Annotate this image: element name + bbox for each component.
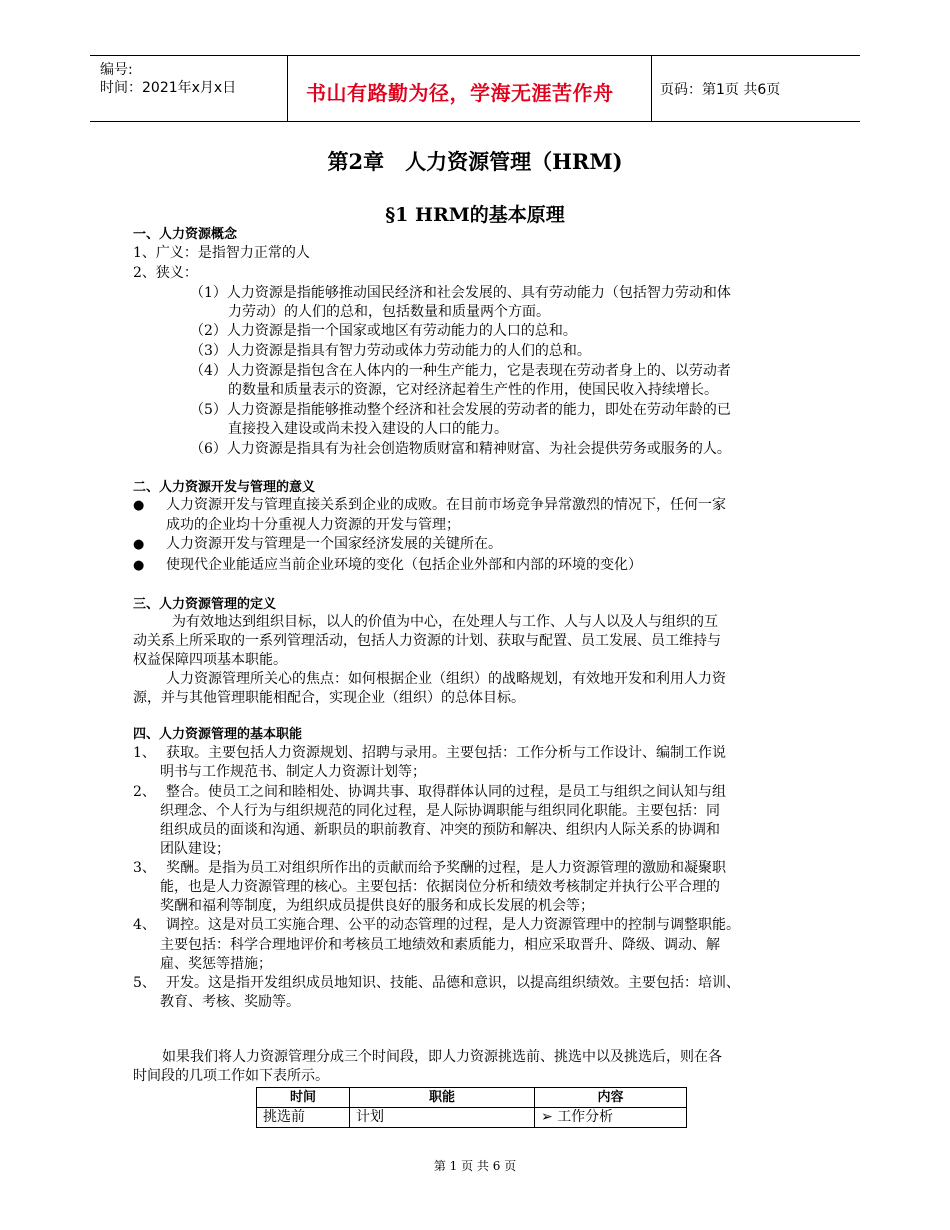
s4-item-line: 雇、奖惩等措施； xyxy=(160,956,272,972)
s1-item-num: （5） xyxy=(190,402,227,418)
s2-bullet-line: 成功的企业均十分重视人力资源的开发与管理； xyxy=(166,517,460,533)
s3-para-line: 源，并与其他管理职能相配合，实现企业（组织）的总体目标。 xyxy=(133,690,525,706)
s4-item-num: 5、 xyxy=(133,975,156,991)
s1-item-line: 人力资源是指能够推动国民经济和社会发展的、具有劳动能力（包括智力劳动和体 xyxy=(226,285,731,301)
table-header: 时间 xyxy=(257,1088,350,1108)
table-header-row xyxy=(257,1088,687,1108)
function-table xyxy=(256,1087,687,1128)
section-title: §1 HRM的基本原理 xyxy=(385,204,565,226)
table-cell-function: 计划 xyxy=(350,1108,535,1128)
s3-para-line: 人力资源管理所关心的焦点：如何根据企业（组织）的战略规划，有效地开发和利用人力资 xyxy=(166,671,726,687)
s2-bullet-line: 人力资源开发与管理直接关系到企业的成败。在目前市场竞争异常激烈的情况下，任何一家 xyxy=(166,497,726,513)
table-header: 内容 xyxy=(535,1088,687,1108)
s3-para-line: 为有效地达到组织目标，以人的价值为中心，在处理人与工作、人与人以及人与组织的互 xyxy=(172,614,718,630)
s1-item xyxy=(190,342,591,361)
s4-item-num: 1、 xyxy=(133,745,156,761)
closing-line: 时间段的几项工作如下表所示。 xyxy=(133,1068,329,1084)
s1-item-num: （3） xyxy=(190,343,227,359)
s4-item-line: 获取。主要包括人力资源规划、招聘与录用。主要包括：工作分析与工作设计、编制工作说 xyxy=(166,745,726,761)
arrow-bullet-icon: ➢ xyxy=(541,1109,553,1125)
page-footer: 第 1 页 共 6 页 xyxy=(433,1159,517,1173)
bullet-icon: ● xyxy=(133,558,145,573)
s1-item-line: 人力资源是指具有为社会创造物质财富和精神财富、为社会提供劳务或服务的人。 xyxy=(226,441,731,457)
s2-bullet-line: 人力资源开发与管理是一个国家经济发展的关键所在。 xyxy=(166,536,502,552)
s1-item-num: （4） xyxy=(190,363,227,379)
s1-broad: 1、广义：是指智力正常的人 xyxy=(133,245,310,261)
s4-item-line: 奖酬和福利等制度，为组织成员提供良好的服务和成长发展的机会等； xyxy=(160,898,594,914)
chapter-title: 第2章 人力资源管理（HRM) xyxy=(327,149,623,174)
s4-item-num: 2、 xyxy=(133,784,156,800)
s4-item-line: 奖酬。是指为员工对组织所作出的贡献而给予奖酬的过程，是人力资源管理的激励和凝聚职 xyxy=(166,860,726,876)
header-motto: 书山有路勤为径，学海无涯苦作舟 xyxy=(306,81,614,105)
s4-item-line: 明书与工作规范书、制定人力资源计划等； xyxy=(160,764,426,780)
header-divider xyxy=(651,55,652,121)
s1-item-cont: 直接投入建设或尚未投入建设的人口的能力。 xyxy=(228,421,508,437)
s4-item-num: 4、 xyxy=(133,917,156,933)
table-cell-content-text: 工作分析 xyxy=(557,1109,614,1125)
s1-item-line: 人力资源是指包含在人体内的一种生产能力，它是表现在劳动者身上的、以劳动者 xyxy=(226,363,731,379)
s1-item xyxy=(190,401,731,420)
s4-item-line: 能，也是人力资源管理的核心。主要包括：依据岗位分析和绩效考核制定并执行公平合理的 xyxy=(160,879,720,895)
header-number-label: 编号: xyxy=(100,62,133,78)
s1-item-cont: 的数量和质量表示的资源，它对经济起着生产性的作用，使国民收入持续增长。 xyxy=(228,382,718,398)
s4-item-line: 教育、考核、奖励等。 xyxy=(160,994,300,1010)
s1-item-num: （1） xyxy=(190,285,227,301)
table-row xyxy=(257,1108,687,1128)
s1-item-cont: 力劳动）的人们的总和，包括数量和质量两个方面。 xyxy=(228,304,550,320)
s3-heading: 三、人力资源管理的定义 xyxy=(133,597,277,612)
s1-item-line: 人力资源是指具有智力劳动或体力劳动能力的人们的总和。 xyxy=(226,343,591,359)
s4-heading: 四、人力资源管理的基本职能 xyxy=(133,727,303,742)
closing-line: 如果我们将人力资源管理分成三个时间段，即人力资源挑选前、挑选中以及挑选后，则在各 xyxy=(162,1049,722,1065)
s1-item xyxy=(190,440,731,459)
s1-item-num: （2） xyxy=(190,323,227,339)
s1-item-line: 人力资源是指能够推动整个经济和社会发展的劳动者的能力，即处在劳动年龄的已 xyxy=(226,402,731,418)
s4-item-line: 主要包括：科学合理地评价和考核员工地绩效和素质能力，相应采取晋升、降级、调动、解 xyxy=(160,937,720,953)
header-top-rule xyxy=(90,55,860,56)
s4-item-line: 整合。使员工之间和睦相处、协调共事、取得群体认同的过程，是员工与组织之间认知与组 xyxy=(166,784,726,800)
s4-item-line: 组织成员的面谈和沟通、新职员的职前教育、冲突的预防和解决、组织内人际关系的协调和 xyxy=(160,822,720,838)
s1-heading: 一、人力资源概念 xyxy=(133,227,238,242)
s3-para-line: 权益保障四项基本职能。 xyxy=(133,652,287,668)
s4-item-line: 调控。这是对员工实施合理、公平的动态管理的过程，是人力资源管理中的控制与调整职能。 xyxy=(166,917,740,933)
s4-item-line: 织理念、个人行为与组织规范的同化过程，是人际协调职能与组织同化职能。主要包括：同 xyxy=(160,803,720,819)
s1-item xyxy=(190,362,731,381)
header-divider xyxy=(287,55,288,121)
s1-item xyxy=(190,284,731,303)
s1-item-num: （6） xyxy=(190,441,227,457)
table-header: 职能 xyxy=(350,1088,535,1108)
s4-item-num: 3、 xyxy=(133,860,156,876)
s4-item-line: 开发。这是指开发组织成员地知识、技能、品德和意识，以提高组织绩效。主要包括：培训、 xyxy=(166,975,740,991)
bullet-icon: ● xyxy=(133,498,145,513)
header-bottom-rule xyxy=(90,121,860,122)
table-cell-time: 挑选前 xyxy=(257,1108,350,1128)
s2-heading: 二、人力资源开发与管理的意义 xyxy=(133,480,316,495)
bullet-icon: ● xyxy=(133,537,145,552)
s3-para-line: 动关系上所采取的一系列管理活动，包括人力资源的计划、获取与配置、员工发展、员工维持与 xyxy=(133,633,721,649)
header-page-info: 页码：第1页 共6页 xyxy=(660,82,781,98)
table-cell-content xyxy=(535,1108,687,1128)
s1-narrow: 2、狭义： xyxy=(133,265,198,281)
s2-bullet-line: 使现代企业能适应当前企业环境的变化（包括企业外部和内部的环境的变化） xyxy=(166,557,642,573)
s1-item-line: 人力资源是指一个国家或地区有劳动能力的人口的总和。 xyxy=(226,323,577,339)
header-date: 时间：2021年x月x日 xyxy=(100,80,237,96)
s4-item-line: 团队建设； xyxy=(160,841,230,857)
s1-item xyxy=(190,322,577,341)
